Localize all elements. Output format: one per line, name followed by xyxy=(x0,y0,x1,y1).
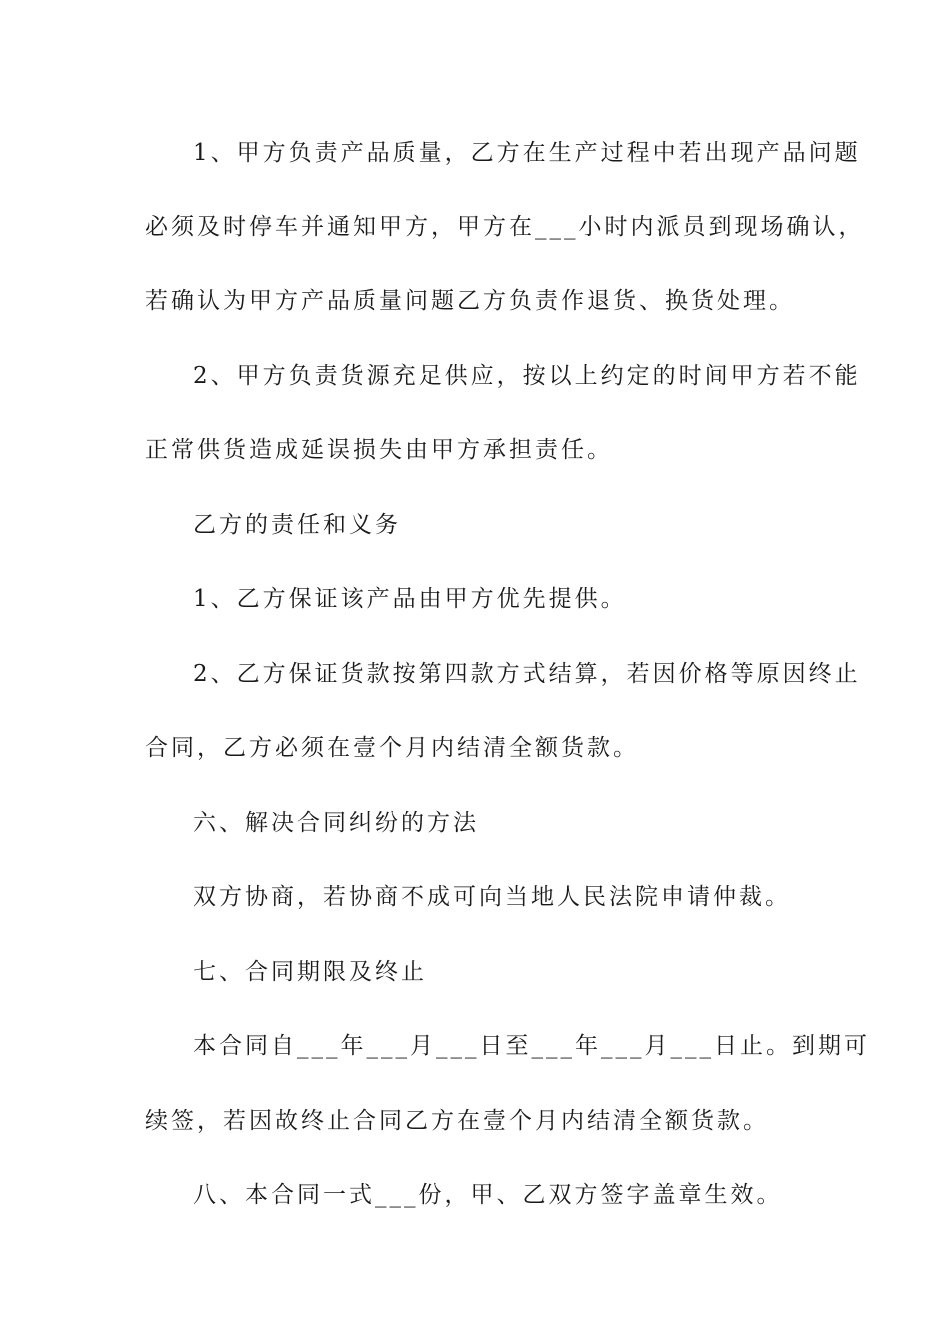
paragraph-line: 八、本合同一式___份，甲、乙双方签字盖章生效。 xyxy=(193,1182,783,1208)
paragraph-line: 若确认为甲方产品质量问题乙方负责作退货、换货处理。 xyxy=(145,288,795,314)
paragraph-line: 2、乙方保证货款按第四款方式结算，若因价格等原因终止 xyxy=(193,661,861,687)
section-heading: 七、合同期限及终止 xyxy=(193,959,427,985)
paragraph-line: 必须及时停车并通知甲方，甲方在___小时内派员到现场确认， xyxy=(145,214,865,240)
paragraph-line: 正常供货造成延误损失由甲方承担责任。 xyxy=(145,437,613,463)
paragraph-line: 合同，乙方必须在壹个月内结清全额货款。 xyxy=(145,735,639,761)
paragraph-line: 1、甲方负责产品质量，乙方在生产过程中若出现产品问题 xyxy=(193,140,861,166)
section-heading: 六、解决合同纠纷的方法 xyxy=(193,810,479,836)
paragraph-line: 2、甲方负责货源充足供应，按以上约定的时间甲方若不能 xyxy=(193,363,861,389)
paragraph-line: 双方协商，若协商不成可向当地人民法院申请仲裁。 xyxy=(193,884,791,910)
paragraph-line: 本合同自___年___月___日至___年___月___日止。到期可 xyxy=(193,1033,870,1059)
paragraph-line: 续签，若因故终止合同乙方在壹个月内结清全额货款。 xyxy=(145,1108,769,1134)
paragraph-line: 1、乙方保证该产品由甲方优先提供。 xyxy=(193,586,627,612)
section-heading: 乙方的责任和义务 xyxy=(193,512,401,538)
